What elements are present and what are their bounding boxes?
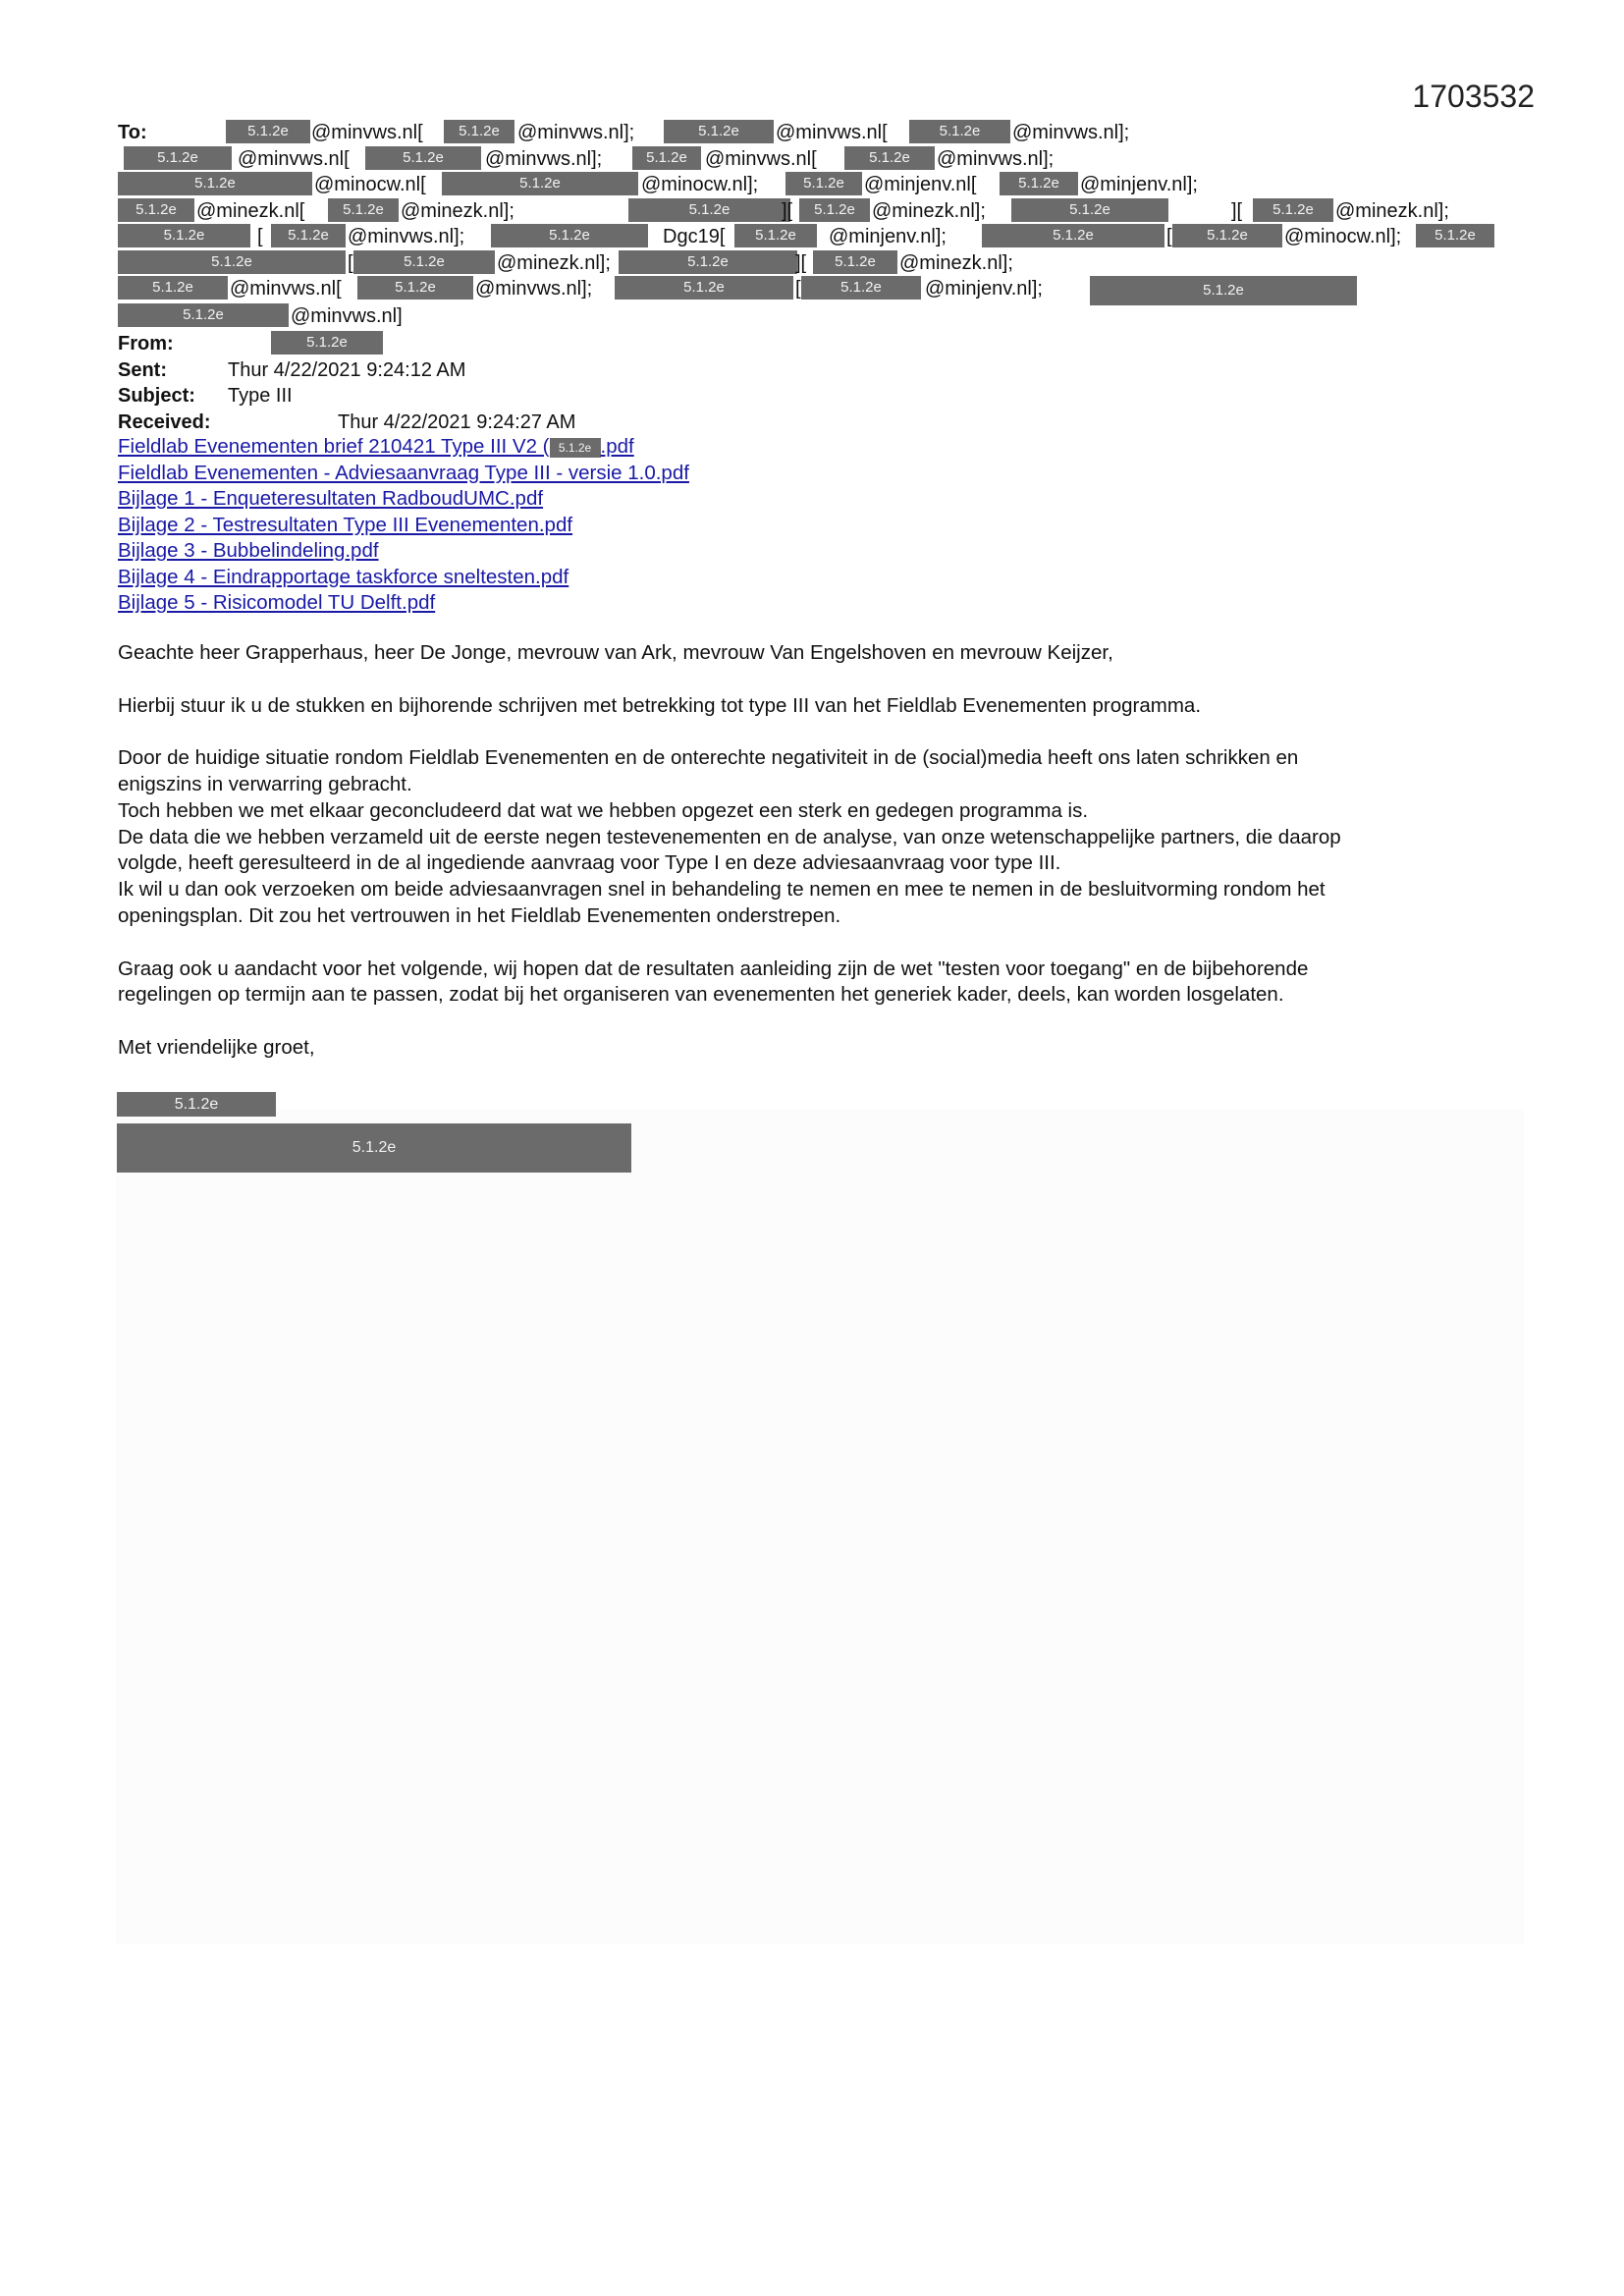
- redaction-block: 5.1.2e: [226, 120, 310, 143]
- redaction-block: 5.1.2e: [1253, 198, 1333, 222]
- recipient-address: @minvws.nl[: [776, 122, 888, 143]
- redaction-block: 5.1.2e: [118, 172, 312, 195]
- redaction-block: 5.1.2e: [785, 172, 862, 195]
- recipient-address: [: [795, 278, 801, 300]
- redaction-block: 5.1.2e: [357, 276, 473, 300]
- recipient-address: @minjenv.nl];: [925, 278, 1043, 300]
- redaction-block: 5.1.2e: [271, 224, 346, 247]
- body-paragraph: Graag ook u aandacht voor het volgende, wij hopen dat de resultaten aanleiding zijn de wet "testen voor toegang" en de bijbehorende regelingen op termijn aan te passen, zodat bij het organiseren van evenementen het generiek kader, deels, kan worden losgelaten.: [118, 957, 1309, 1007]
- attachment-list: [118, 434, 689, 617]
- redaction-block: 5.1.2e: [615, 276, 793, 300]
- redaction-block: 5.1.2e: [442, 172, 638, 195]
- redaction-block: 5.1.2e: [118, 303, 289, 327]
- recipient-address: @minezk.nl];: [1335, 199, 1449, 222]
- attachment-name-prefix: Fieldlab Evenementen brief 210421 Type III V2 (: [118, 435, 550, 458]
- redaction-block: 5.1.2e: [1090, 276, 1357, 305]
- redaction-block: 5.1.2e: [365, 146, 481, 170]
- from-label: From:: [118, 333, 174, 355]
- recipient-address: @minocw.nl[: [314, 174, 426, 195]
- recipient-address: @minjenv.nl];: [829, 226, 947, 247]
- recipient-address: @minvws.nl[: [311, 122, 423, 143]
- recipients-block: [118, 120, 1522, 331]
- received-value: Thur 4/22/2021 9:24:27 AM: [338, 410, 576, 433]
- subject-label: Subject:: [118, 385, 195, 407]
- recipient-address: @minjenv.nl];: [1080, 174, 1198, 195]
- attachment-link[interactable]: Bijlage 5 - Risicomodel TU Delft.pdf: [118, 591, 436, 614]
- recipient-address: @minocw.nl];: [641, 174, 759, 195]
- recipient-address: @minvws.nl]: [291, 305, 403, 327]
- subject-row: [118, 383, 1522, 410]
- sent-value: Thur 4/22/2021 9:24:12 AM: [228, 358, 466, 381]
- attachment-link[interactable]: Bijlage 4 - Eindrapportage taskforce sneltesten.pdf: [118, 565, 569, 588]
- recipient-address: [: [1166, 226, 1172, 247]
- redaction-block: 5.1.2e: [118, 250, 346, 274]
- recipient-address: ][: [1231, 199, 1243, 222]
- redaction-block: 5.1.2e: [844, 146, 935, 170]
- redaction-block: 5.1.2e: [628, 198, 790, 222]
- body-paragraph: Hierbij stuur ik u de stukken en bijhorende schrijven met betrekking tot type III van het Fieldlab Evenementen programma.: [118, 693, 1202, 717]
- sent-label: Sent:: [118, 358, 167, 381]
- redaction-block: 5.1.2e: [1000, 172, 1078, 195]
- recipient-address: @minvws.nl];: [937, 147, 1055, 170]
- page-background-tint: [116, 1110, 1524, 1944]
- redaction-block: 5.1.2e: [801, 276, 921, 300]
- from-row: [118, 331, 1522, 357]
- recipient-address: @minvws.nl[: [238, 147, 350, 170]
- redaction-block: 5.1.2e: [491, 224, 648, 247]
- redaction-block: 5.1.2e: [734, 224, 817, 247]
- closing: Met vriendelijke groet,: [118, 1035, 315, 1059]
- redaction-block: 5.1.2e: [118, 198, 194, 222]
- redaction-block: 5.1.2e: [632, 146, 701, 170]
- recipient-address: @minvws.nl];: [517, 122, 635, 143]
- recipient-address: @minjenv.nl[: [864, 174, 977, 195]
- recipient-address: @minocw.nl];: [1284, 226, 1402, 247]
- attachment-link[interactable]: Bijlage 1 - Enqueteresultaten RadboudUMC.pdf: [118, 487, 544, 510]
- redaction-block: 5.1.2e: [982, 224, 1164, 247]
- recipient-address: Dgc19[: [663, 226, 726, 247]
- redaction-block: 5.1.2e: [118, 224, 250, 247]
- redaction-block: 5.1.2e: [118, 276, 228, 300]
- attachment-link[interactable]: Bijlage 3 - Bubbelindeling.pdf: [118, 539, 379, 562]
- redaction-block: 5.1.2e: [664, 120, 774, 143]
- attachment-link[interactable]: [118, 434, 689, 461]
- recipient-address: @minezk.nl[: [196, 199, 305, 222]
- attachment-link[interactable]: Fieldlab Evenementen - Adviesaanvraag Type III - versie 1.0.pdf: [118, 461, 689, 484]
- recipient-address: @minvws.nl[: [705, 147, 817, 170]
- document-number: 1703532: [1412, 79, 1535, 114]
- recipient-address: @minezk.nl];: [899, 251, 1013, 274]
- redaction-block: 5.1.2e: [799, 198, 870, 222]
- subject-value: Type III: [228, 385, 293, 407]
- redaction-block: 5.1.2e: [1011, 198, 1168, 222]
- email-body: [118, 640, 1532, 1088]
- redaction-block: 5.1.2e: [813, 250, 897, 274]
- recipient-address: @minezk.nl];: [497, 251, 611, 274]
- recipient-address: @minvws.nl];: [485, 147, 603, 170]
- redaction-block: 5.1.2e: [909, 120, 1010, 143]
- salutation: Geachte heer Grapperhaus, heer De Jonge, mevrouw van Ark, mevrouw Van Engelshoven en mevrouw Keijzer,: [118, 641, 1113, 664]
- redaction-block: 5.1.2e: [353, 250, 495, 274]
- redaction-block: 5.1.2e: [124, 146, 232, 170]
- signature-name-redaction: 5.1.2e: [117, 1092, 276, 1117]
- recipient-address: [: [348, 251, 353, 274]
- redaction-block: 5.1.2e: [271, 331, 383, 355]
- recipient-address: @minvws.nl];: [348, 226, 465, 247]
- recipient-address: @minezk.nl];: [401, 199, 514, 222]
- recipient-address: ][: [795, 251, 807, 274]
- recipient-address: @minezk.nl];: [872, 199, 986, 222]
- recipient-address: [: [257, 226, 263, 247]
- redaction-block: 5.1.2e: [1416, 224, 1494, 247]
- recipient-address: @minvws.nl];: [1012, 122, 1130, 143]
- redaction-block: 5.1.2e: [550, 438, 601, 458]
- sent-row: [118, 357, 1522, 384]
- to-label: To:: [118, 122, 147, 143]
- redaction-block: 5.1.2e: [1172, 224, 1282, 247]
- redaction-block: 5.1.2e: [328, 198, 399, 222]
- recipient-address: @minvws.nl];: [475, 278, 593, 300]
- signature-block-redaction: 5.1.2e: [117, 1123, 631, 1173]
- received-label: Received:: [118, 410, 211, 433]
- attachment-link[interactable]: Bijlage 2 - Testresultaten Type III Evenementen.pdf: [118, 513, 573, 536]
- redaction-block: 5.1.2e: [619, 250, 797, 274]
- recipient-address: @minvws.nl[: [230, 278, 342, 300]
- attachment-name-suffix: .pdf: [600, 435, 634, 458]
- redaction-block: 5.1.2e: [444, 120, 514, 143]
- body-paragraph: Door de huidige situatie rondom Fieldlab Evenementen en de onterechte negativiteit in de (social)media heeft ons laten schrikken en enigszins in verwarring gebracht. Toch hebben we met elkaar geconcludeerd dat wat we hebben opgezet een sterk en gedegen programma is. De data die we hebben verzameld uit de eerste negen testevenementen en de analyse, van onze wetenschappelijke partners, die daarop volgde, heeft geresulteerd in de al ingediende aanvraag voor Type I en deze adviesaanvraag voor type III. Ik wil u dan ook verzoeken om beide adviesaanvragen snel in behandeling te nemen en mee te nemen in de besluitvorming rondom het openingsplan. Dit zou het vertrouwen in het Fieldlab Evenementen onderstrepen.: [118, 746, 1341, 927]
- received-row: [118, 410, 1522, 436]
- recipient-address: ][: [782, 199, 793, 222]
- email-header: [118, 120, 1522, 435]
